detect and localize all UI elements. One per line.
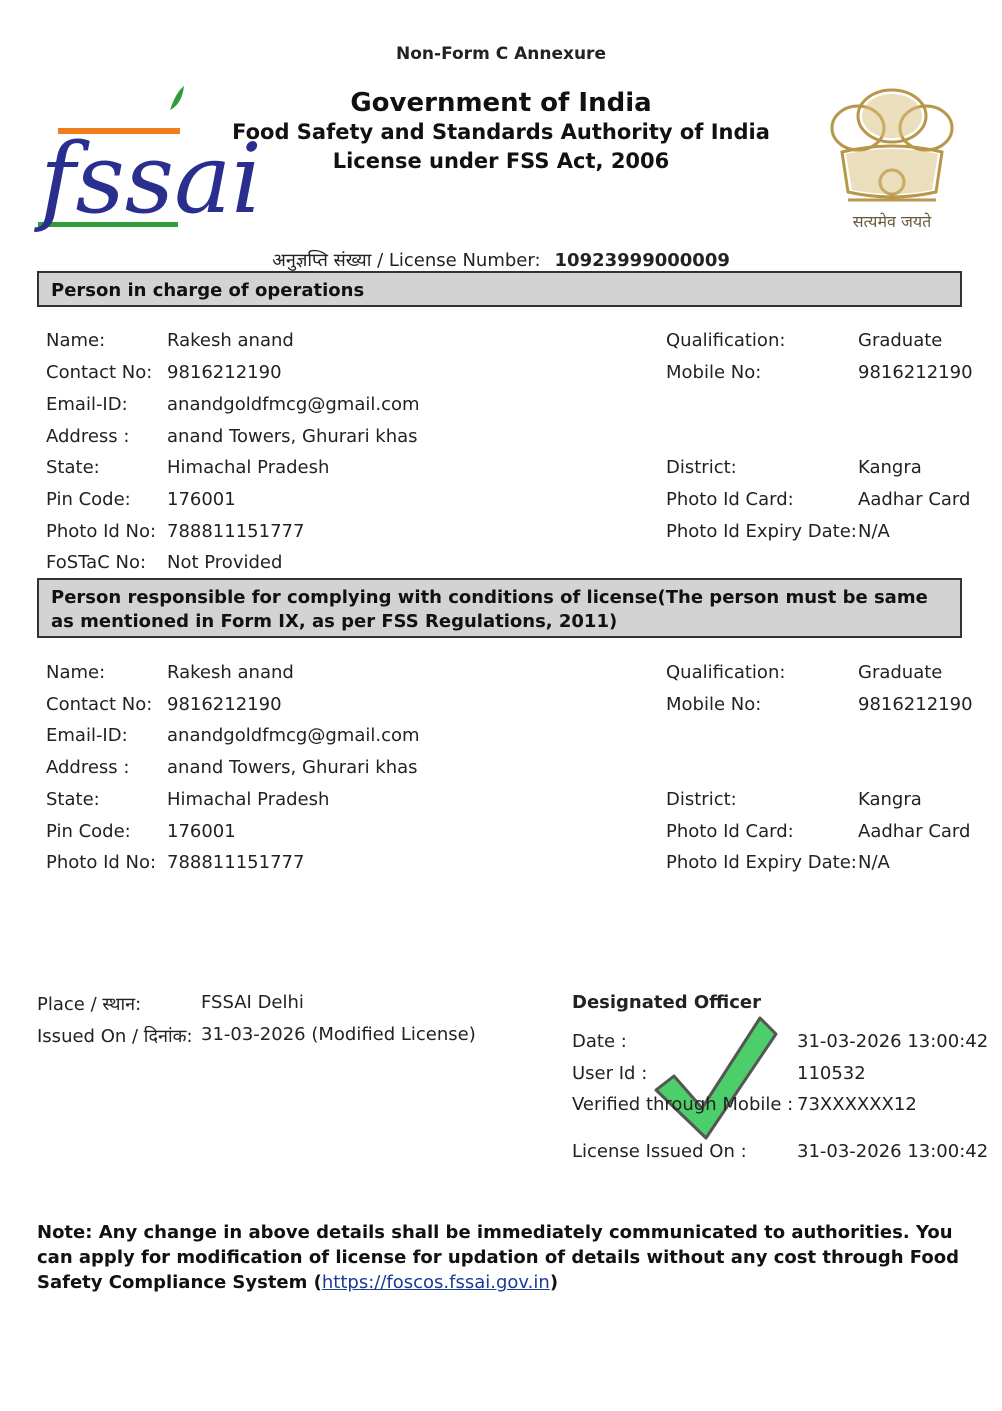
annexure-title: Non-Form C Annexure bbox=[396, 44, 606, 64]
note-close: ) bbox=[549, 1272, 559, 1293]
officer-date-label: Date : bbox=[572, 1031, 627, 1052]
s2-photo-card-label: Photo Id Card: bbox=[666, 821, 794, 842]
license-number-line bbox=[0, 248, 1002, 272]
section-person-responsible: Person responsible for complying with conditions of license(The person must be same as mentioned in Form IX, as per FSS Regulations, 2011) bbox=[37, 578, 962, 638]
s1-contact: 9816212190 bbox=[167, 362, 282, 383]
officer-date: 31-03-2026 13:00:42 bbox=[797, 1031, 989, 1052]
s1-contact-label: Contact No: bbox=[46, 362, 153, 383]
license-act: License under FSS Act, 2006 bbox=[332, 149, 670, 173]
s2-pin: 176001 bbox=[167, 821, 236, 842]
s2-contact-label: Contact No: bbox=[46, 694, 153, 715]
s1-state: Himachal Pradesh bbox=[167, 457, 330, 478]
s1-address-label: Address : bbox=[46, 426, 130, 447]
logo-text: fssai bbox=[40, 123, 262, 235]
s2-mobile-label: Mobile No: bbox=[666, 694, 762, 715]
s1-district: Kangra bbox=[858, 457, 922, 478]
s1-qualification: Graduate bbox=[858, 330, 943, 351]
s1-name: Rakesh anand bbox=[167, 330, 294, 351]
designated-officer-title: Designated Officer bbox=[572, 992, 761, 1013]
s1-pin-label: Pin Code: bbox=[46, 489, 131, 510]
s2-email-label: Email-ID: bbox=[46, 725, 128, 746]
foscos-link[interactable]: https://foscos.fssai.gov.in bbox=[321, 1272, 550, 1293]
s2-address-label: Address : bbox=[46, 757, 130, 778]
s2-state: Himachal Pradesh bbox=[167, 789, 330, 810]
s2-photo-no-label: Photo Id No: bbox=[46, 852, 157, 873]
s1-photo-expiry-label: Photo Id Expiry Date: bbox=[666, 521, 857, 542]
s1-email-label: Email-ID: bbox=[46, 394, 128, 415]
s2-qualification-label: Qualification: bbox=[666, 662, 786, 683]
s1-photo-no-label: Photo Id No: bbox=[46, 521, 157, 542]
national-emblem bbox=[818, 82, 966, 232]
s2-state-label: State: bbox=[46, 789, 100, 810]
s2-mobile: 9816212190 bbox=[858, 694, 973, 715]
s1-photo-no: 788811151777 bbox=[167, 521, 305, 542]
check-icon bbox=[650, 1012, 780, 1142]
s1-email: anandgoldfmcg@gmail.com bbox=[167, 394, 420, 415]
emblem-motto: सत्यमेव जयते bbox=[852, 212, 932, 231]
verified-mobile-label: Verified through Mobile : bbox=[572, 1094, 794, 1115]
government-title: Government of India bbox=[350, 88, 652, 118]
s1-state-label: State: bbox=[46, 457, 100, 478]
license-number-label: अनुज्ञप्ति संख्या / License Number: bbox=[272, 250, 541, 271]
authority-name: Food Safety and Standards Authority of India bbox=[232, 120, 770, 144]
license-issued-label: License Issued On : bbox=[572, 1141, 747, 1162]
s2-photo-expiry: N/A bbox=[858, 852, 890, 873]
license-issued: 31-03-2026 13:00:42 bbox=[797, 1141, 989, 1162]
place-label: Place / स्थान: bbox=[37, 994, 142, 1015]
s2-district: Kangra bbox=[858, 789, 922, 810]
s1-name-label: Name: bbox=[46, 330, 106, 351]
s2-email: anandgoldfmcg@gmail.com bbox=[167, 725, 420, 746]
verified-mobile: 73XXXXXX12 bbox=[797, 1094, 917, 1115]
s1-district-label: District: bbox=[666, 457, 737, 478]
license-number: 10923999000009 bbox=[554, 250, 730, 271]
officer-user-label: User Id : bbox=[572, 1063, 648, 1084]
issued-on-label: Issued On / दिनांक: bbox=[37, 1026, 193, 1047]
s2-pin-label: Pin Code: bbox=[46, 821, 131, 842]
issued-on: 31-03-2026 (Modified License) bbox=[201, 1024, 476, 1045]
s1-photo-card: Aadhar Card bbox=[858, 489, 971, 510]
s2-name: Rakesh anand bbox=[167, 662, 294, 683]
s1-qualification-label: Qualification: bbox=[666, 330, 786, 351]
s2-qualification: Graduate bbox=[858, 662, 943, 683]
s2-photo-no: 788811151777 bbox=[167, 852, 305, 873]
officer-user: 110532 bbox=[797, 1063, 866, 1084]
s1-fostac-label: FoSTaC No: bbox=[46, 552, 147, 573]
s2-photo-card: Aadhar Card bbox=[858, 821, 971, 842]
section-person-in-charge: Person in charge of operations bbox=[37, 271, 962, 307]
s1-fostac: Not Provided bbox=[167, 552, 283, 573]
s2-contact: 9816212190 bbox=[167, 694, 282, 715]
s1-photo-expiry: N/A bbox=[858, 521, 890, 542]
place: FSSAI Delhi bbox=[201, 992, 304, 1013]
s1-mobile-label: Mobile No: bbox=[666, 362, 762, 383]
s1-address: anand Towers, Ghurari khas bbox=[167, 426, 418, 447]
s1-mobile: 9816212190 bbox=[858, 362, 973, 383]
note-text: Note: Any change in above details shall be immediately communicated to authorities. You can apply for modification of license for updation of details without any cost through Food Safety Compliance System ( bbox=[37, 1222, 959, 1293]
note bbox=[37, 1220, 967, 1295]
s2-photo-expiry-label: Photo Id Expiry Date: bbox=[666, 852, 857, 873]
s2-name-label: Name: bbox=[46, 662, 106, 683]
s2-district-label: District: bbox=[666, 789, 737, 810]
s2-address: anand Towers, Ghurari khas bbox=[167, 757, 418, 778]
s1-photo-card-label: Photo Id Card: bbox=[666, 489, 794, 510]
s1-pin: 176001 bbox=[167, 489, 236, 510]
